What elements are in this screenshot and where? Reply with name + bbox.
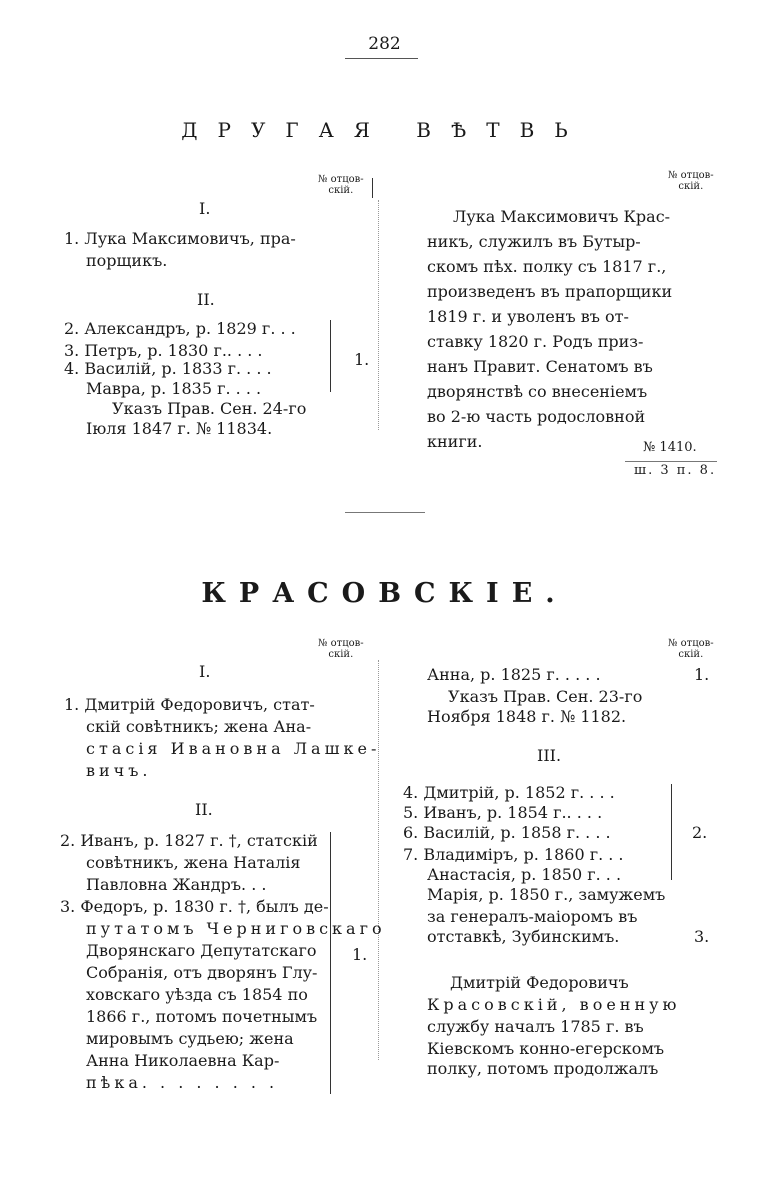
- section2-gen2: II.: [195, 800, 213, 819]
- section2-decree-line2: Ноября 1848 г. № 1182.: [427, 707, 627, 726]
- section2-entry1-line3: стасія Ивановна Лашке-: [86, 739, 381, 758]
- section1-bio-line-5: 1819 г. и уволенъ въ от-: [427, 307, 629, 326]
- section2-entry2-line1: 2. Иванъ, р. 1827 г. †, статскій: [60, 831, 318, 850]
- section2-entry3-line7: мировымъ судьею; жена: [86, 1029, 294, 1048]
- header-tick: [372, 178, 373, 198]
- section1-gen1: I.: [199, 199, 211, 218]
- section2-entry1-line4: вичъ.: [86, 761, 152, 780]
- section2-title: КРАСОВСКІЕ.: [201, 578, 568, 609]
- section1-decree-line2: Іюля 1847 г. № 11834.: [86, 419, 273, 438]
- section2-child3-3: 6. Василій, р. 1858 г. . . .: [403, 823, 611, 842]
- section2-left-bracket: [330, 832, 331, 1094]
- section2-entry3-line8: Анна Николаевна Кар-: [86, 1051, 280, 1070]
- section2-entry3-line2: путатомъ Черниговскаго: [86, 919, 386, 938]
- section2-child3-2: 5. Иванъ, р. 1854 г.. . . .: [403, 803, 603, 822]
- section2-left-bracket-number: 1.: [352, 945, 368, 964]
- section2-child3-5: Анастасія, р. 1850 г. . .: [427, 865, 622, 884]
- section1-bio-line-1: Лука Максимовичъ Крас-: [453, 207, 671, 226]
- section1-bracket-number: 1.: [354, 350, 370, 369]
- section2-right-bracket: [671, 784, 672, 880]
- section2-entry3-line4: Собранія, отъ дворянъ Глу-: [86, 963, 318, 982]
- section2-maria-line2: за генералъ-маіоромъ въ: [427, 907, 638, 926]
- section2-entry3-line9: пѣка. . . . . . . .: [86, 1073, 279, 1092]
- section2-entry1-line2: скій совѣтникъ; жена Ана-: [86, 717, 312, 736]
- section1-ref-location: ш. 3 п. 8.: [634, 463, 717, 478]
- section2-maria-number: 3.: [694, 927, 710, 946]
- section2-bio-line-1: Дмитрій Федоровичъ: [450, 973, 629, 992]
- section2-gen1: I.: [199, 662, 211, 681]
- section2-bio-line-5: полку, потомъ продолжалъ: [427, 1059, 659, 1078]
- section2-entry1-line1: 1. Дмитрій Федоровичъ, стат-: [64, 695, 315, 714]
- section1-left-header: № отцов- скій.: [318, 174, 364, 196]
- section1-bio-line-7: нанъ Правит. Сенатомъ въ: [427, 357, 653, 376]
- section1-right-header: № отцов- скій.: [668, 170, 714, 192]
- section1-ref-rule: [625, 461, 717, 462]
- section2-entry2-line3: Павловна Жандръ. . .: [86, 875, 267, 894]
- section1-entry1-line1: 1. Лука Максимовичъ, пра-: [64, 229, 296, 248]
- section2-left-header: № отцов- скій.: [318, 638, 364, 660]
- section2-child3-1: 4. Дмитрій, р. 1852 г. . . .: [403, 783, 615, 802]
- column-divider-2: [378, 660, 379, 1060]
- section1-bio-line-10: книги.: [427, 432, 483, 451]
- section-divider: [345, 512, 425, 513]
- section2-entry2-line2: совѣтникъ, жена Наталія: [86, 853, 301, 872]
- section1-bio-line-2: никъ, служилъ въ Бутыр-: [427, 232, 641, 251]
- section2-maria-line1: Марія, р. 1850 г., замужемъ: [427, 885, 666, 904]
- section2-gen3: III.: [537, 746, 562, 765]
- section2-child3-4: 7. Владиміръ, р. 1860 г. . .: [403, 845, 624, 864]
- section1-child-4: Мавра, р. 1835 г. . . .: [86, 379, 262, 398]
- section1-bio-line-9: во 2-ю часть родословной: [427, 407, 646, 426]
- section2-entry3-line5: ховскаго уѣзда съ 1854 по: [86, 985, 308, 1004]
- page-number-rule: [345, 58, 418, 59]
- section2-anna-number: 1.: [694, 665, 710, 684]
- section1-bio-line-4: произведенъ въ прапорщики: [427, 282, 673, 301]
- section1-gen2: II.: [197, 290, 215, 309]
- section1-title: ДРУГАЯ ВѢТВЬ: [181, 118, 588, 142]
- section2-maria-line3: отставкѣ, Зубинскимъ.: [427, 927, 620, 946]
- section2-decree-line1: Указъ Прав. Сен. 23-го: [448, 687, 643, 706]
- section1-bio-line-8: дворянствѣ со внесеніемъ: [427, 382, 648, 401]
- section1-bio-line-6: ставку 1820 г. Родъ приз-: [427, 332, 644, 351]
- section1-entry1-line2: порщикъ.: [86, 251, 168, 270]
- section1-child-1: 2. Александръ, р. 1829 г. . .: [64, 319, 296, 338]
- section1-child-3: 4. Василій, р. 1833 г. . . .: [64, 359, 272, 378]
- section2-right-header: № отцов- скій.: [668, 638, 714, 660]
- section2-bio-line-2: Красовскій, военную: [427, 995, 681, 1014]
- section2-bio-line-4: Кіевскомъ конно-егерскомъ: [427, 1039, 665, 1058]
- section2-bracket3-number: 2.: [692, 823, 708, 842]
- section2-entry3-line3: Дворянскаго Депутатскаго: [86, 941, 317, 960]
- section1-ref-number: № 1410.: [643, 440, 697, 455]
- section2-bio-line-3: службу началъ 1785 г. въ: [427, 1017, 644, 1036]
- section1-decree-line1: Указъ Прав. Сен. 24-го: [112, 399, 307, 418]
- section2-entry3-line1: 3. Федоръ, р. 1830 г. †, былъ де-: [60, 897, 329, 916]
- column-divider: [378, 200, 379, 430]
- section2-anna-line: Анна, р. 1825 г. . . . .: [427, 665, 601, 684]
- section2-entry3-line6: 1866 г., потомъ почетнымъ: [86, 1007, 318, 1026]
- section1-bracket: [330, 320, 331, 392]
- page-number: 282: [368, 34, 401, 54]
- section1-child-2: 3. Петръ, р. 1830 г.. . . .: [64, 341, 263, 360]
- section1-bio-line-3: скомъ пѣх. полку съ 1817 г.,: [427, 257, 667, 276]
